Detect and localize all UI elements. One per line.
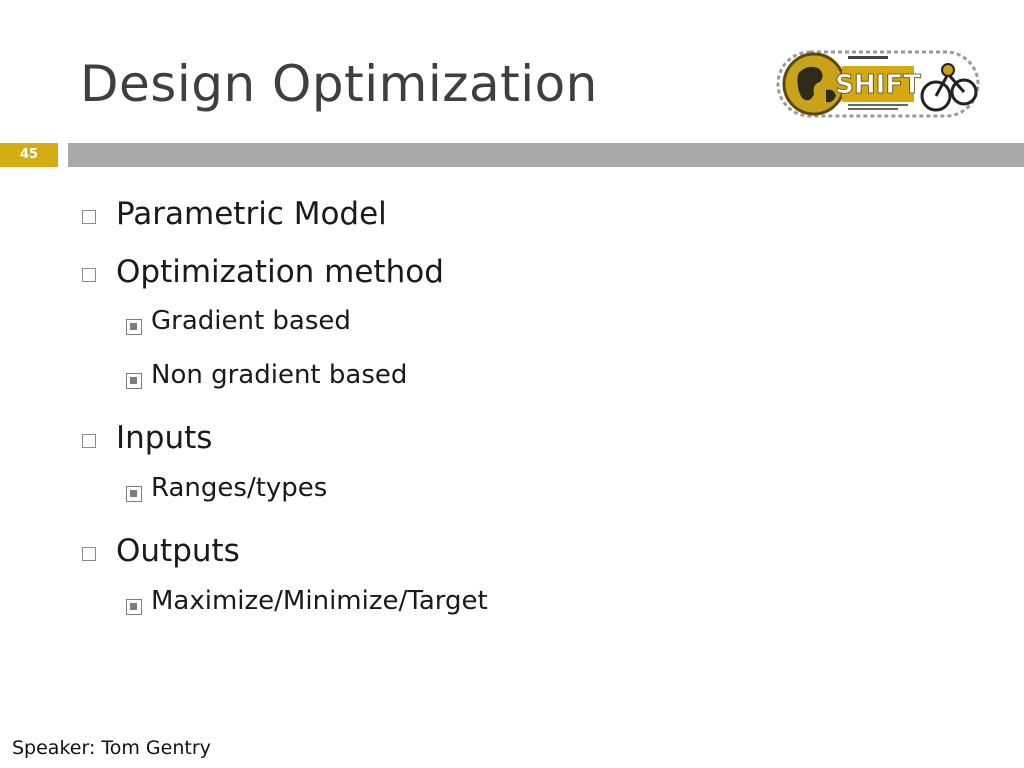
filled-square-bullet-icon <box>126 373 142 389</box>
filled-square-bullet-icon <box>126 599 142 615</box>
speaker-footer: Speaker: Tom Gentry <box>12 737 211 759</box>
bullet-text: Inputs <box>116 420 213 456</box>
slide-title: Design Optimization <box>80 55 598 113</box>
bullet-text: Outputs <box>116 533 240 569</box>
filled-square-bullet-icon <box>126 319 142 335</box>
bullet-text: Ranges/types <box>151 473 328 503</box>
bullet-text: Parametric Model <box>116 196 387 232</box>
hollow-square-bullet-icon <box>82 434 96 448</box>
bullet-text: Non gradient based <box>151 360 408 390</box>
filled-square-bullet-icon <box>126 486 142 502</box>
hollow-square-bullet-icon <box>82 268 96 282</box>
bullet-text: Maximize/Minimize/Target <box>151 586 488 616</box>
hollow-square-bullet-icon <box>82 210 96 224</box>
svg-text:SHIFT: SHIFT <box>835 70 921 100</box>
header-bar <box>68 143 1024 167</box>
bullet-text: Gradient based <box>151 306 351 336</box>
slide-number: 45 <box>0 143 58 167</box>
bullet-text: Optimization method <box>116 254 444 290</box>
shift-logo <box>776 44 981 124</box>
hollow-square-bullet-icon <box>82 547 96 561</box>
